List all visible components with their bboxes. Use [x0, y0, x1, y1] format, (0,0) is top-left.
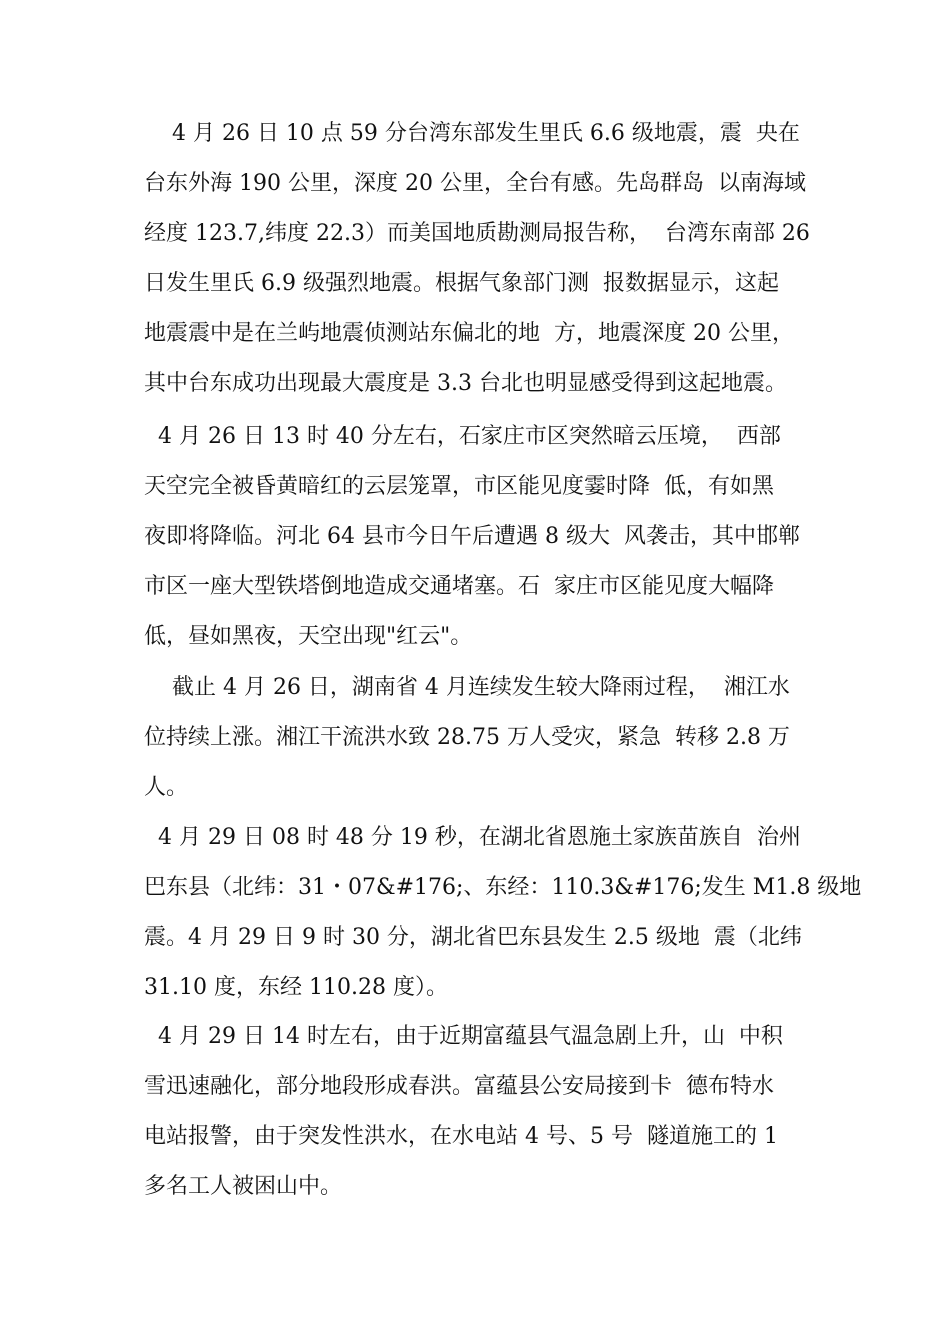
text-line: 4 月 26 日 13 时 40 分左右，石家庄市区突然暗云压境， 西部 [144, 424, 781, 449]
text-line: 4 月 26 日 10 点 59 分台湾东部发生里氏 6.6 级地震，震 央在 [144, 121, 800, 146]
text-line: 经度 123.7,纬度 22.3）而美国地质勘测局报告称， 台湾东南部 26 [144, 221, 810, 246]
text-line: 日发生里氏 6.9 级强烈地震。根据气象部门测 报数据显示，这起 [144, 271, 779, 296]
paragraph-hubei-earthquake [144, 813, 862, 1013]
text-line: 多名工人被困山中。 [144, 1174, 343, 1199]
text-line: 位持续上涨。湘江干流洪水致 28.75 万人受灾，紧急 转移 2.8 万 [144, 725, 790, 750]
text-line: 电站报警，由于突发性洪水，在水电站 4 号、5 号 隧道施工的 1 [144, 1124, 778, 1149]
text-line: 4 月 29 日 14 时左右，由于近期富蕴县气温急剧上升，山 中积 [144, 1024, 783, 1049]
text-line: 巴东县（北纬：31・07&#176;、东经：110.3&#176;发生 M1.8 级地 [144, 875, 862, 900]
text-line: 天空完全被昏黄暗红的云层笼罩，市区能见度霎时降 低，有如黑 [144, 474, 774, 499]
text-line: 31.10 度，东经 110.28 度）。 [144, 975, 448, 1000]
paragraph-taiwan-earthquake [144, 109, 834, 409]
text-line: 其中台东成功出现最大震度是 3.3 台北也明显感受得到这起地震。 [144, 371, 787, 396]
text-line: 4 月 29 日 08 时 48 分 19 秒，在湖北省恩施土家族苗族自 治州 [144, 825, 801, 850]
paragraph-fuyun-flood [144, 1012, 834, 1212]
text-line: 地震震中是在兰屿地震侦测站东偏北的地 方，地震深度 20 公里， [144, 321, 794, 346]
text-line: 台东外海 190 公里，深度 20 公里，全台有感。先岛群岛 以南海域 [144, 171, 806, 196]
text-line: 雪迅速融化，部分地段形成春洪。富蕴县公安局接到卡 德布特水 [144, 1074, 774, 1099]
text-line: 截止 4 月 26 日，湖南省 4 月连续发生较大降雨过程， 湘江水 [144, 675, 790, 700]
paragraph-hunan-flood [144, 663, 834, 813]
text-line: 市区一座大型铁塔倒地造成交通堵塞。石 家庄市区能见度大幅降 [144, 574, 774, 599]
text-line: 震。4 月 29 日 9 时 30 分，湖北省巴东县发生 2.5 级地 震（北纬 [144, 925, 802, 950]
text-line: 低，昼如黑夜，天空出现"红云"。 [144, 624, 473, 649]
paragraph-shijiazhuang-dust [144, 412, 834, 662]
text-line: 夜即将降临。河北 64 县市今日午后遭遇 8 级大 风袭击，其中邯郸 [144, 524, 800, 549]
text-line: 人。 [144, 775, 189, 800]
